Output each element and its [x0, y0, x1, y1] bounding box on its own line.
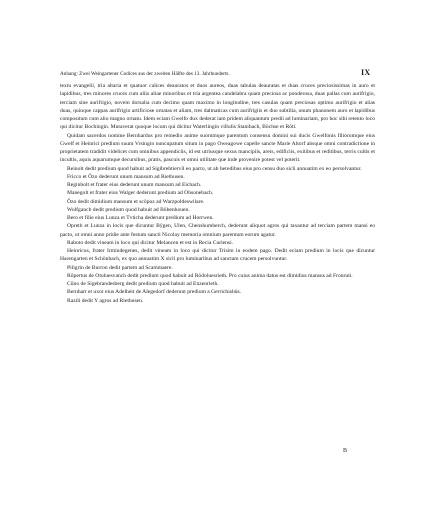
running-head: Anhang: Zwei Weingartener Codices aus der zweiten Hälfte des 13. Jahrhunderts.	[60, 71, 230, 77]
paragraph: Bernhart et uxor eius Adelheit de Alegedorf dederunt predium a Gerrichishûs.	[67, 289, 242, 296]
paragraph: Fricco et Ôzo dederunt unum mansum ad Riethusen.	[67, 173, 185, 180]
paragraph: Reginbolt et frater eius dederunt unum mansum ad Eichach.	[67, 182, 202, 188]
paragraph: Ôzo dedit dimidium mansum et scôpoz ad Warzpoldeswilare.	[67, 198, 205, 205]
paragraph: Manegolt et frater eius Walger dederunt predium ad Ohsonebach.	[67, 190, 214, 197]
paragraph: Rôpertus de Otoluesvanch dedit predium quod habuit ad Rôdoluesrieth. Pro cuius anima datus est dimidius mansus ad Fronruti.	[67, 272, 353, 279]
paragraph: Quidam sacerdos nomine Bernhardus pro remedio anime suorumque parentum consensu domini sui ducis Gwelfonis filiorumque eius Gwelf et Heinrici predium suum Vrsingin nuncupatum situm in pago Oweagowe capelle sancte Marie Altorf absque omni contradictione in proprietatem tradidit videlicet cum omnibus appendiciis, id est utriusque sexus mancipiis, areis, edificiis, exitibus et reditibus, terris cultis et incultis, aquis aquarumque decursibus, pratis, pascuis et omni utilitate que inde provenire potest vel poterit.	[60, 132, 375, 164]
paragraph: Piligrin de Burron dedit partem ad Scammaere.	[67, 264, 173, 271]
paragraph: textu evangelii, tria altaria et quatuor calices deauratos et duos aureos, duas tabulas deauratas et duas cruces preciosissimas in auro et lapidibus, tres minores cruces cum aliis aliae minoribus et tria argentea candelabra quam preciosa ac ponderosa, duas pallas cum aurifrigio, terciam sine aurifrigio, novem dorsalia cum decimo quam maximo in longitudine, tres casulas quam preciosas optimo aurifrigio et alias duas, quinque cappas aurifrigio artificiose ornatas et aliam, tres dalmaticas cum aurifrigiis et duo subtilia, unum phanonem auro et lapidibus compositum cum alio magno ornatu. Idem eciam Gwelfo dux dederat iam pridem aliquantum predii ad luminariam, pro hoc sibi retento loco qui dicitur Bochingin. Mutaverat quoque locum qui dicitur Waterlingin villulis Stanibach, Böchse et Rôti.	[60, 83, 375, 131]
paragraph: Razili dedit Y agros ad Riethusen.	[67, 297, 144, 304]
paragraph: Bero et filie eius Lunza et Tvticha dederunt predium ad Horrwen.	[67, 215, 214, 221]
paragraph: Cûno de Sigebrandesberg dedit predium quod habuit ad Enzenrieth.	[67, 281, 219, 287]
paragraph: Reinolt dedit predium quod habuit ad Sigibrehtiervil eo pacto, ut ab heredibus eius pro censu duo sicli annuatim ex eo persolvantur.	[67, 165, 362, 172]
paragraph: Heinricus, frater Irmindegenes, dedit vineam in loco qui dicitur Trisim in eodem pago. Dedit eciam predium in locis que dicuntur Harengarten et Schönbach, ex quo annuatim X sicli pro luminaribus ad sanctam crucem persolvuntur.	[60, 248, 375, 263]
page-number: IX	[361, 68, 371, 77]
paragraph: Wolfgancb dedit predium quod habuit ad Bôbenhouen.	[67, 206, 190, 213]
paragraph: Opreth et Lunza in locis que dicuntur Bŷgen, Ulen, Chenshumberch, dederunt aliquot agros qui taxantur ad terciam partem mansi eo pacto, ut omni anno pridie ante festum sancti Nicolay memoria omnium parentum eorum agatur.	[60, 223, 375, 238]
paragraph: Raboto dedit vineam in loco qui dicitur Melancen et est in Recia Curiensi.	[67, 239, 234, 246]
signature-mark: B	[343, 448, 348, 454]
body-text	[60, 82, 375, 305]
